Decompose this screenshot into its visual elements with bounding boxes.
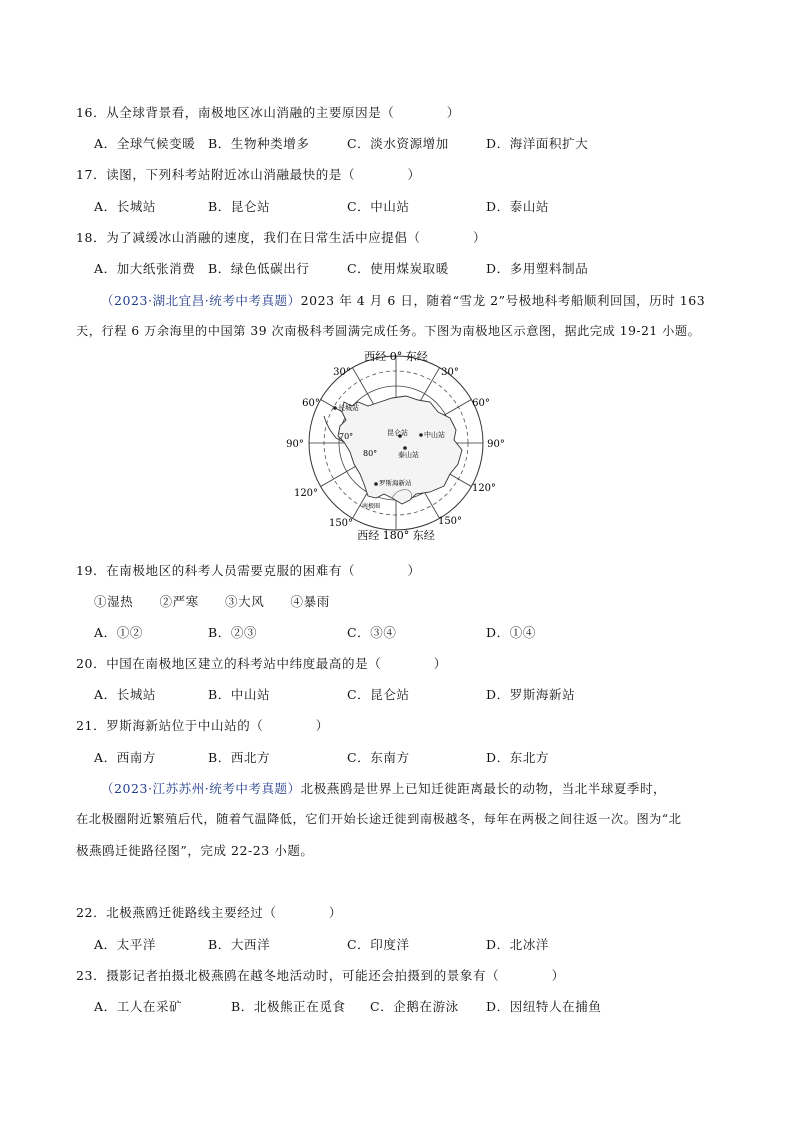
q21-option-d[interactable]: D．东北方	[486, 750, 550, 765]
passage-1-source: （2023·湖北宜昌·统考中考真题）	[101, 293, 301, 308]
antarctica-map	[284, 346, 509, 546]
antarctica-continent-outline	[338, 396, 462, 504]
lon-label-e120: 120°	[471, 483, 497, 494]
q18-option-a[interactable]: A．加大纸张消费	[94, 261, 196, 276]
q17-option-c[interactable]: C．中山站	[347, 199, 410, 214]
station-kunlun-label: 昆仑站	[387, 429, 408, 437]
q18-option-c[interactable]: C．使用煤炭取暖	[347, 261, 449, 276]
q19-option-a[interactable]: A．①②	[94, 625, 143, 640]
lon-label-w120: 120°	[293, 488, 319, 499]
station-zhongshan-dot	[419, 433, 423, 437]
station-taishan-label: 泰山站	[398, 451, 419, 459]
question-19-stem: 19．在南极地区的科考人员需要克服的困难有（ ）	[76, 563, 421, 578]
q18-option-d[interactable]: D．多用塑料制品	[486, 261, 589, 276]
q20-option-c[interactable]: C．昆仑站	[347, 687, 410, 702]
station-taishan-dot	[403, 446, 407, 450]
question-17-stem: 17．读图，下列科考站附近冰山消融最快的是（ ）	[76, 167, 421, 182]
passage-2-line-1: （2023·江苏苏州·统考中考真题）北极燕鸥是世界上已知迁徙距离最长的动物，当北半球夏季时，	[101, 781, 667, 796]
q16-option-c[interactable]: C．淡水资源增加	[347, 136, 449, 151]
q21-option-a[interactable]: A．西南方	[94, 750, 157, 765]
map-bottom-label: 西经 180° 东经	[357, 529, 435, 542]
q16-option-d[interactable]: D．海洋面积扩大	[486, 136, 589, 151]
station-changcheng-dot	[333, 406, 337, 410]
antarctic-circle-label: 南极圈	[362, 503, 381, 510]
lon-label-e60: 60°	[472, 398, 490, 409]
question-16-stem: 16．从全球背景看，南极地区冰山消融的主要原因是（ ）	[76, 105, 460, 120]
lon-label-e90: 90°	[487, 439, 505, 450]
q22-option-a[interactable]: A．太平洋	[94, 937, 157, 952]
station-changcheng-label: 长城站	[338, 404, 359, 412]
q19-option-c[interactable]: C．③④	[347, 625, 397, 640]
q17-option-b[interactable]: B．昆仑站	[208, 199, 271, 214]
station-luosihai-dot	[374, 482, 378, 486]
passage-1-line-1: （2023·湖北宜昌·统考中考真题）2023 年 4 月 6 日，随着“雪龙 2”号极地科考船顺利回国，历时 163	[101, 293, 706, 308]
q16-option-a[interactable]: A．全球气候变暖	[94, 136, 196, 151]
passage-2-line-3: 极燕鸥迁徙路径图”，完成 22-23 小题。	[76, 843, 314, 858]
q21-option-c[interactable]: C．东南方	[347, 750, 410, 765]
q17-option-a[interactable]: A．长城站	[94, 199, 157, 214]
question-18-stem: 18．为了减缓冰山消融的速度，我们在日常生活中应提倡（ ）	[76, 230, 487, 245]
q20-option-d[interactable]: D．罗斯海新站	[486, 687, 576, 702]
q19-option-d[interactable]: D．①④	[486, 625, 536, 640]
q17-option-d[interactable]: D．泰山站	[486, 199, 550, 214]
q22-option-c[interactable]: C．印度洋	[347, 937, 410, 952]
lon-label-w150: 150°	[328, 518, 354, 529]
lon-label-e150: 150°	[437, 516, 463, 527]
lat-label-80: 80°	[363, 449, 378, 458]
q20-option-b[interactable]: B．中山站	[208, 687, 271, 702]
q18-option-b[interactable]: B．绿色低碳出行	[208, 261, 310, 276]
lat-label-70: 70°	[339, 432, 354, 441]
q19-items: ①湿热 ②严寒 ③大风 ④暴雨	[94, 594, 330, 609]
q23-option-b[interactable]: B．北极熊正在觅食	[231, 999, 346, 1014]
lon-label-e30: 30°	[441, 367, 459, 378]
lon-label-w90: 90°	[286, 439, 304, 450]
passage-2-source: （2023·江苏苏州·统考中考真题）	[101, 781, 301, 796]
q23-option-a[interactable]: A．工人在采矿	[94, 999, 183, 1014]
question-20-stem: 20．中国在南极地区建立的科考站中纬度最高的是（ ）	[76, 656, 447, 671]
question-21-stem: 21．罗斯海新站位于中山站的（ ）	[76, 718, 329, 733]
q22-option-d[interactable]: D．北冰洋	[486, 937, 550, 952]
lon-label-w30: 30°	[333, 367, 351, 378]
map-top-label: 西经 0° 东经	[364, 350, 428, 363]
station-luosihai-label: 罗斯海新站	[379, 479, 412, 487]
q16-option-b[interactable]: B．生物种类增多	[208, 136, 310, 151]
q20-option-a[interactable]: A．长城站	[94, 687, 157, 702]
lon-label-w60: 60°	[302, 398, 320, 409]
station-zhongshan-label: 中山站	[424, 431, 445, 439]
q22-option-b[interactable]: B．大西洋	[208, 937, 271, 952]
q21-option-b[interactable]: B．西北方	[208, 750, 271, 765]
q23-option-c[interactable]: C．企鹅在游泳	[370, 999, 459, 1014]
passage-2-line-2: 在北极圈附近繁殖后代，随着气温降低，它们开始长途迁徙到南极越冬，每年在两极之间往返一次。图为“北	[76, 812, 682, 826]
question-23-stem: 23．摄影记者拍摄北极燕鸥在越冬地活动时，可能还会拍摄到的景象有（ ）	[76, 968, 565, 983]
q19-option-b[interactable]: B．②③	[208, 625, 258, 640]
q23-option-d[interactable]: D．因纽特人在捕鱼	[486, 999, 602, 1014]
passage-1-line-2: 天，行程 6 万余海里的中国第 39 次南极科考圆满完成任务。下图为南极地区示意图，据此完成 19-21 小题。	[76, 324, 701, 338]
question-22-stem: 22．北极燕鸥迁徙路线主要经过（ ）	[76, 905, 343, 920]
